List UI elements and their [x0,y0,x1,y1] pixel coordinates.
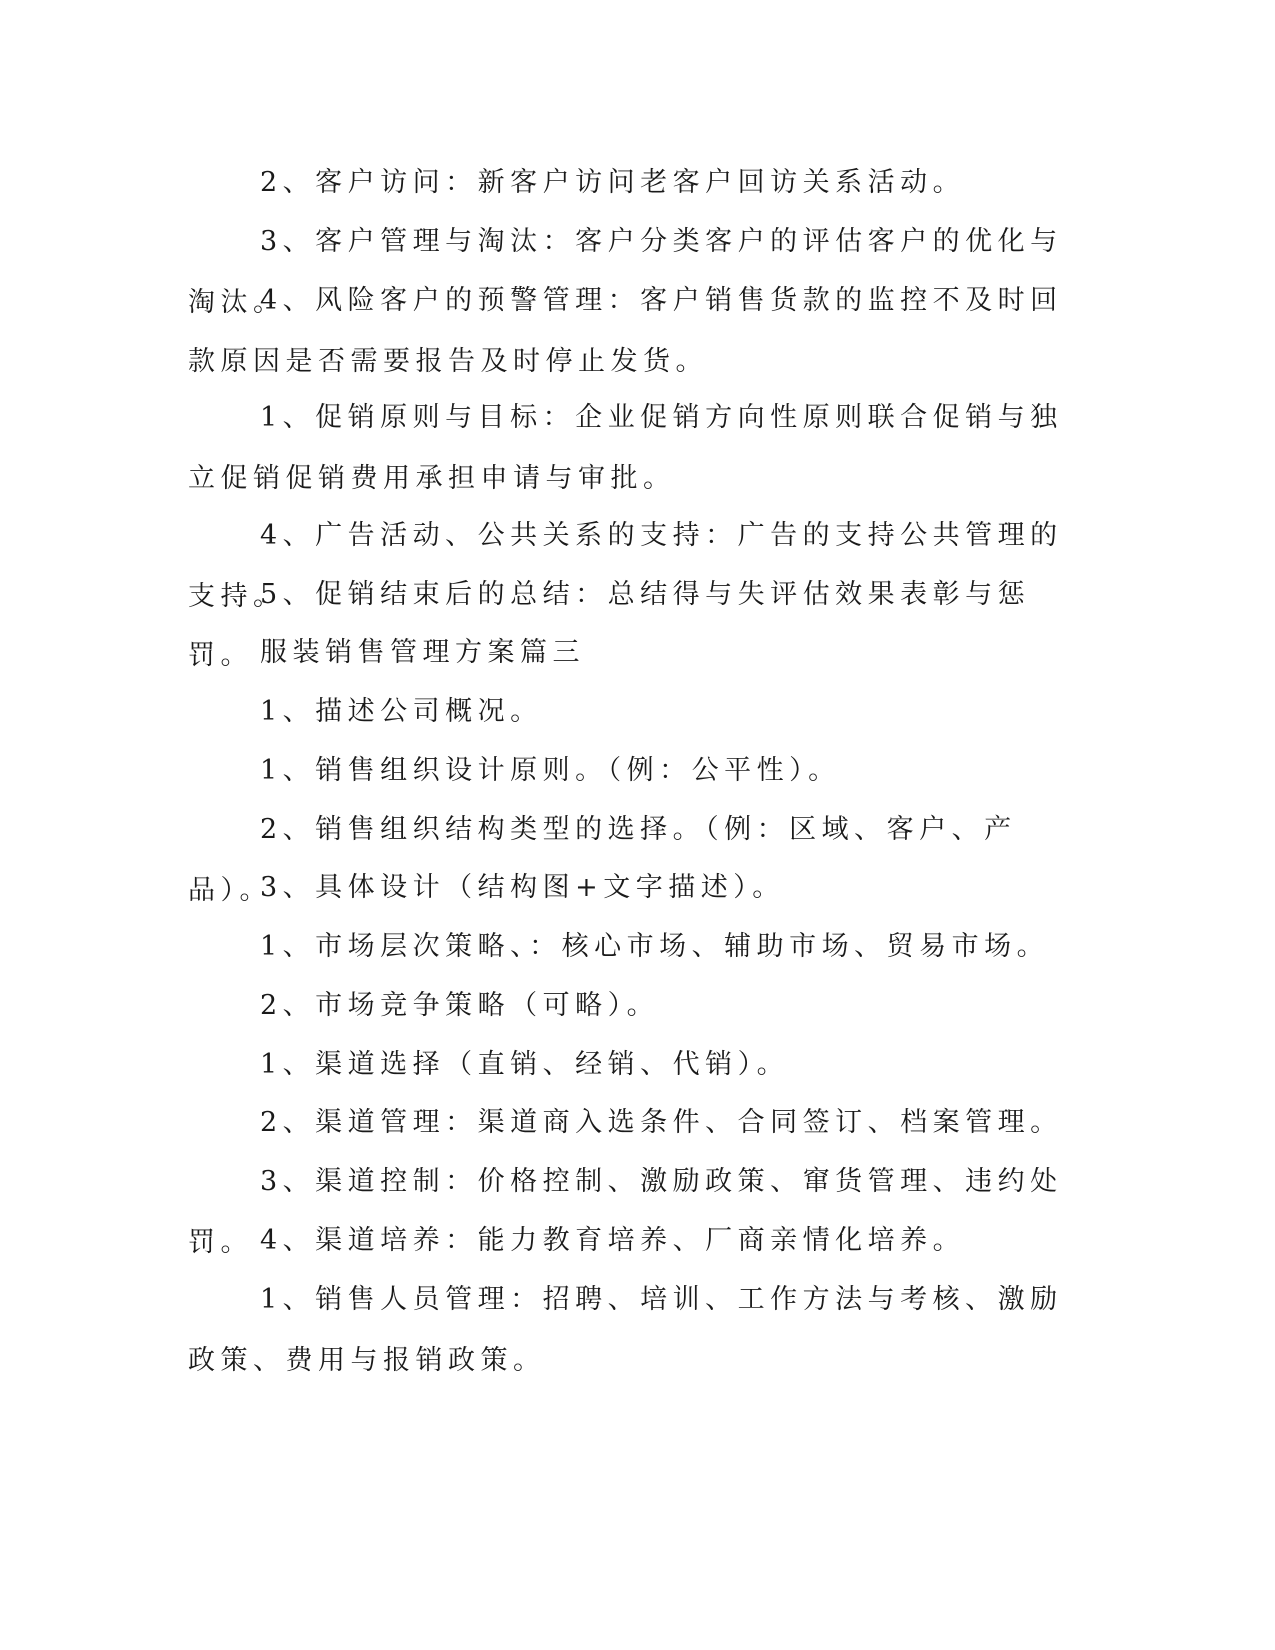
paragraph: 1、渠道选择（直销、经销、代销）。 [260,1049,790,1080]
paragraph: 4、风险客户的预警管理：客户销售货款的监控不及时回款原因是否需要报告及时停止发货。 [188,285,1063,377]
paragraph: 1、销售人员管理：招聘、培训、工作方法与考核、激励政策、费用与报销政策。 [188,1284,1063,1376]
paragraph: 5、促销结束后的总结：总结得与失评估效果表彰与惩罚。 [188,579,1031,671]
paragraph: 2、市场竞争策略（可略）。 [260,990,660,1021]
paragraph: 1、销售组织设计原则。（例：公平性）。 [260,755,841,786]
paragraph: 1、市场层次策略、：核心市场、辅助市场、贸易市场。 [260,931,1050,962]
paragraph: 2、渠道管理：渠道商入选条件、合同签订、档案管理。 [260,1107,1063,1138]
section-heading: 服装销售管理方案篇三 [260,637,585,668]
paragraph: 4、广告活动、公共关系的支持：广告的支持公共管理的支持。 [188,520,1063,612]
paragraph: 1、描述公司概况。 [260,696,543,727]
paragraph: 4、渠道培养：能力教育培养、厂商亲情化培养。 [260,1225,966,1256]
paragraph: 3、渠道控制：价格控制、激励政策、窜货管理、违约处罚。 [188,1166,1063,1258]
paragraph: 2、客户访问：新客户访问老客户回访关系活动。 [260,167,966,198]
paragraph: 3、客户管理与淘汰：客户分类客户的评估客户的优化与淘汰。 [188,226,1063,318]
paragraph: 2、销售组织结构类型的选择。（例：区域、客户、产品）。 [188,814,1017,906]
paragraph: 3、具体设计（结构图+文字描述）。 [260,872,785,903]
paragraph: 1、促销原则与目标：企业促销方向性原则联合促销与独立促销促销费用承担申请与审批。 [188,402,1063,494]
